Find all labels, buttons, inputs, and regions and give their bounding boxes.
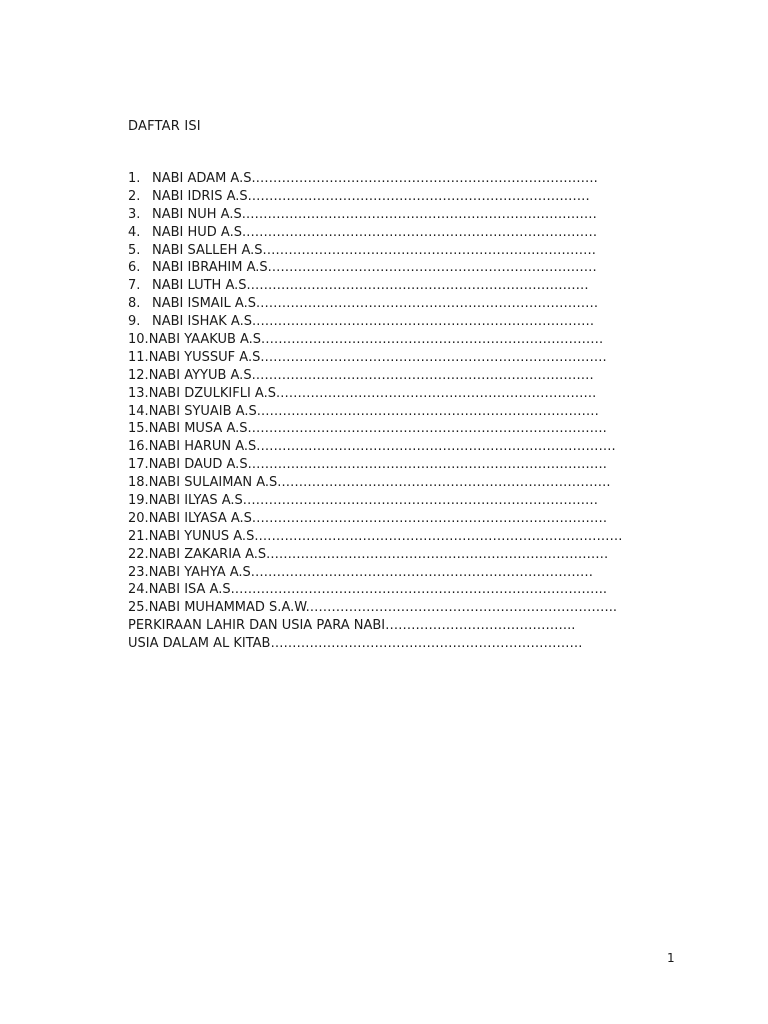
toc-entry [128, 599, 688, 617]
entry-title: NABI ILYASA A.S. [148, 510, 257, 526]
entry-number: 10. [128, 332, 149, 348]
entry-number: 23. [128, 564, 149, 580]
entry-leader: …………………………………………………………………… [255, 367, 594, 383]
toc-entry [128, 367, 688, 385]
entry-number: 6. [128, 260, 141, 276]
entry-leader: …………………………………………………………………… [250, 278, 589, 294]
toc-entry [128, 510, 688, 528]
entry-leader: ………………………………………………………………………….. [234, 582, 607, 598]
entry-number: 7. [128, 278, 141, 294]
page-title: DAFTAR ISI [128, 119, 201, 134]
entry-number: 22. [128, 546, 149, 562]
entry-title: NABI ISA A.S. [148, 582, 235, 598]
entry-number: 9. [128, 314, 141, 330]
toc-entry [128, 313, 688, 331]
entry-title: NABI YUSSUF A.S. [148, 349, 265, 365]
toc-entry [128, 277, 688, 295]
entry-leader: ……………………………………………………………………… [245, 206, 597, 222]
entry-number: 12. [128, 367, 149, 383]
entry-title: NABI YAHYA A.S. [148, 564, 255, 580]
entry-title: NABI HUD A.S. [152, 224, 247, 240]
entry-number: 1. [128, 171, 141, 186]
entry-number: 11. [128, 349, 149, 365]
entry-leader: ………………………………………………………………………. [251, 421, 607, 437]
toc-entry [128, 188, 688, 206]
entry-leader: …………………………………………………………………… [260, 296, 599, 312]
entry-number: 16. [128, 439, 149, 455]
toc-entry [128, 635, 688, 653]
entry-number: 13. [128, 385, 149, 401]
entry-leader: …………………………………………………………………… [270, 546, 609, 562]
toc-entry [128, 242, 688, 260]
entry-title: NABI SYUAIB A.S. [148, 403, 261, 419]
toc-entry [128, 438, 688, 456]
toc-entry [128, 546, 688, 564]
entry-leader: …………………………………………………………………… [254, 564, 593, 580]
entry-title: NABI SALLEH A.S. [152, 242, 267, 258]
entry-leader: ………………………………………………………………………. [251, 457, 607, 473]
entry-leader: ……………………………………………………………………… [256, 510, 608, 526]
entry-number: 17. [128, 457, 149, 473]
entry-number: 5. [128, 242, 141, 258]
toc-entry [128, 492, 688, 510]
entry-number: 18. [128, 475, 149, 491]
toc-entry [128, 295, 688, 313]
entry-title: NABI HARUN A.S. [148, 439, 261, 455]
entry-title: NABI ILYAS A.S. [148, 493, 247, 509]
toc-entry [128, 385, 688, 403]
entry-title: NABI SULAIMAN A.S. [148, 475, 282, 491]
entry-leader: ………………………………………………………………………. [260, 439, 616, 455]
toc-entry [128, 259, 688, 277]
entry-number: 4. [128, 224, 141, 240]
entry-leader: ………………………………………………………………………… [258, 528, 623, 544]
page-number: 1 [667, 951, 675, 965]
toc-entry [128, 331, 688, 349]
entry-title: NABI NUH A.S. [152, 206, 246, 222]
entry-number: 2. [128, 188, 141, 204]
entry-leader: …………………………………………………………….. [309, 600, 617, 616]
table-of-contents [128, 170, 688, 653]
entry-number: 24. [128, 582, 149, 598]
entry-title: NABI IBRAHIM A.S. [152, 260, 272, 276]
toc-entry [128, 617, 688, 635]
entry-leader: ……………………………………………………………………. [255, 171, 598, 186]
entry-leader: ……………………………………………………………… [270, 636, 583, 652]
entry-leader: …………………………………………………………………… [251, 188, 590, 204]
entry-number: 15. [128, 421, 149, 437]
entry-leader: …………………………………………………………………. [281, 475, 611, 491]
toc-entry [128, 474, 688, 492]
entry-number: 14. [128, 403, 149, 419]
entry-title: NABI DAUD A.S. [148, 457, 252, 473]
entry-title: NABI ISHAK A.S. [152, 314, 257, 330]
entry-leader: ……………………………………………………………………… [246, 493, 598, 509]
toc-entry [128, 456, 688, 474]
toc-entry [128, 206, 688, 224]
toc-entry [128, 420, 688, 438]
entry-number: 8. [128, 296, 141, 312]
toc-entry [128, 224, 688, 242]
entry-title: NABI DZULKIFLI A.S. [148, 385, 281, 401]
entry-title: NABI YAAKUB A.S. [148, 332, 266, 348]
entry-title: NABI MUHAMMAD S.A.W. [148, 600, 310, 616]
entry-title: NABI ADAM A.S. [152, 171, 256, 186]
entry-leader: ……………………………………………………………………. [264, 349, 607, 365]
toc-entry [128, 564, 688, 582]
entry-title: NABI ZAKARIA A.S. [148, 546, 271, 562]
entry-title: PERKIRAAN LAHIR DAN USIA PARA NABI [128, 618, 386, 634]
entry-leader: ……………………………………………………………………… [246, 224, 598, 240]
entry-title: USIA DALAM AL KITAB [128, 636, 271, 652]
entry-title: NABI LUTH A.S. [152, 278, 251, 294]
entry-number: 3. [128, 206, 141, 222]
entry-title: NABI AYYUB A.S. [148, 367, 256, 383]
entry-leader: ………………………………………………………………. [280, 385, 597, 401]
toc-entry [128, 528, 688, 546]
entry-leader: …………………………………….. [385, 618, 576, 634]
entry-number: 20. [128, 510, 149, 526]
entry-number: 25. [128, 600, 149, 616]
entry-title: NABI IDRIS A.S. [152, 188, 252, 204]
entry-title: NABI YUNUS A.S. [148, 528, 259, 544]
entry-number: 21. [128, 528, 149, 544]
entry-leader: …………………………………………………………………… [260, 403, 599, 419]
toc-entry [128, 581, 688, 599]
toc-entry [128, 349, 688, 367]
entry-leader: …………………………………………………………………. [266, 242, 596, 258]
entry-title: NABI ISMAIL A.S. [152, 296, 261, 312]
toc-entry [128, 403, 688, 421]
toc-entry [128, 170, 688, 188]
entry-leader: …………………………………………………………………… [256, 314, 595, 330]
entry-leader: …………………………………………………………………… [265, 332, 604, 348]
entry-leader: ………………………………………………………………… [271, 260, 597, 276]
entry-number: 19. [128, 493, 149, 509]
entry-title: NABI MUSA A.S. [148, 421, 252, 437]
